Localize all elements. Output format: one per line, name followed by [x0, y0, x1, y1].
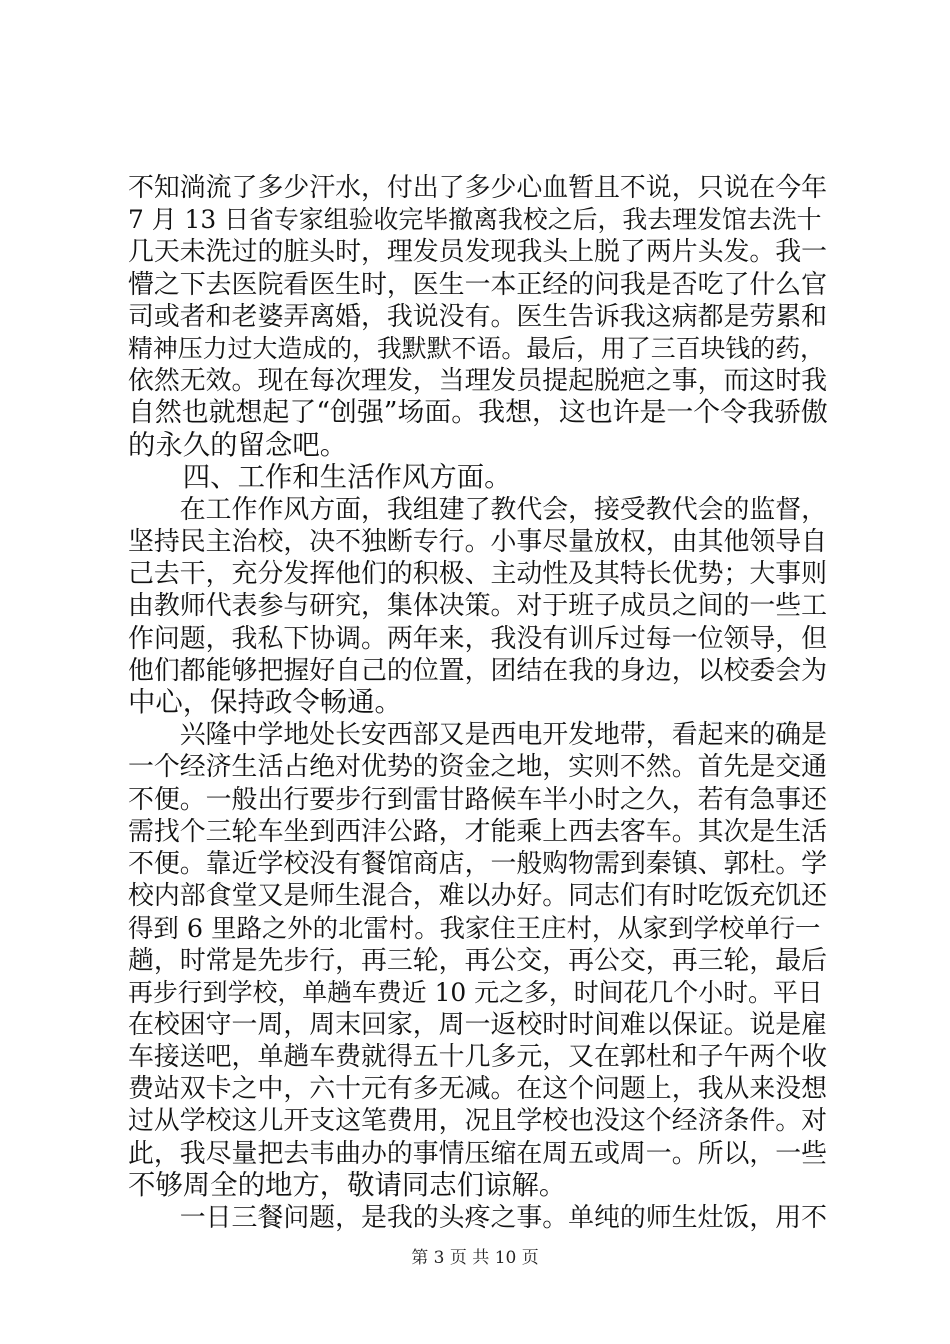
text-line: 己去干，充分发挥他们的积极、主动性及其特长优势；大事则 — [128, 559, 828, 590]
text-line: 他们都能够把握好自己的位置，团结在我的身边，以校委会为 — [128, 655, 828, 686]
text-line: 一日三餐问题，是我的头疼之事。单纯的师生灶饭，用不 — [128, 1203, 828, 1233]
text-line: 兴隆中学地处长安西部又是西电开发地带，看起来的确是 — [128, 720, 828, 751]
text-line: 不知淌流了多少汗水，付出了多少心血暂且不说，只说在今年 — [128, 173, 828, 203]
text-line: 几天未洗过的脏头时，理发员发现我头上脱了两片头发。我一 — [128, 237, 828, 268]
text-line: 坚持民主治校，决不独断专行。小事尽量放权，由其他领导自 — [128, 527, 828, 558]
text-line: 一个经济生活占绝对优势的资金之地，实则不然。首先是交通 — [128, 752, 828, 783]
text-line: 不便。一般出行要步行到雷甘路候车半小时之久，若有急事还 — [128, 784, 828, 815]
text-line: 车接送吧，单趟车费就得五十几多元，又在郭杜和子午两个收 — [128, 1042, 828, 1073]
page-footer: 第 3 页 共 10 页 — [411, 1248, 539, 1268]
text-line: 在工作作风方面，我组建了教代会，接受教代会的监督， — [128, 494, 828, 525]
text-line: 依然无效。现在每次理发，当理发员提起脱疤之事，而这时我 — [128, 366, 828, 397]
text-line: 得到 6 里路之外的北雷村。我家住王庄村，从家到学校单行一 — [128, 913, 821, 944]
text-line: 精神压力过大造成的，我默默不语。最后，用了三百块钱的药， — [128, 333, 825, 363]
text-line: 过从学校这儿开支这笔费用，况且学校也没这个经济条件。对 — [128, 1106, 828, 1137]
text-line: 懵之下去医院看医生时，医生一本正经的问我是否吃了什么官 — [128, 269, 828, 300]
body-text — [128, 172, 828, 1234]
text-line: 中心，保持政令畅通。 — [128, 687, 402, 718]
text-line: 此，我尽量把去韦曲办的事情压缩在周五或周一。所以，一些 — [128, 1138, 828, 1169]
text-line: 7 月 13 日省专家组验收完毕撤离我校之后，我去理发馆去洗十 — [128, 205, 822, 235]
text-line: 费站双卡之中，六十元有多无减。在这个问题上，我从来没想 — [128, 1074, 828, 1105]
text-line: 再步行到学校，单趟车费近 10 元之多，时间花几个小时。平日 — [128, 977, 823, 1007]
text-line: 由教师代表参与研究，集体决策。对于班子成员之间的一些工 — [128, 591, 828, 622]
text-line: 司或者和老婆弄离婚，我说没有。医生告诉我这病都是劳累和 — [128, 301, 828, 332]
text-line: 不便。靠近学校没有餐馆商店，一般购物需到秦镇、郭杜。学 — [128, 848, 828, 879]
text-line: 作问题，我私下协调。两年来，我没有训斥过每一位领导，但 — [128, 623, 828, 654]
text-line: 在校困守一周，周末回家，周一返校时时间难以保证。说是雇 — [128, 1009, 828, 1040]
text-line: 四、工作和生活作风方面。 — [128, 461, 512, 493]
text-line: 自然也就想起了“创强”场面。我想，这也许是一个令我骄傲 — [128, 397, 828, 429]
text-line: 趟，时常是先步行，再三轮，再公交，再公交，再三轮，最后 — [128, 945, 828, 976]
text-line: 校内部食堂又是师生混合，难以办好。同志们有时吃饭充饥还 — [128, 881, 828, 912]
text-line: 需找个三轮车坐到西沣公路，才能乘上西去客车。其次是生活 — [128, 816, 828, 847]
text-line: 不够周全的地方，敬请同志们谅解。 — [128, 1169, 567, 1201]
text-line: 的永久的留念吧。 — [128, 429, 348, 461]
